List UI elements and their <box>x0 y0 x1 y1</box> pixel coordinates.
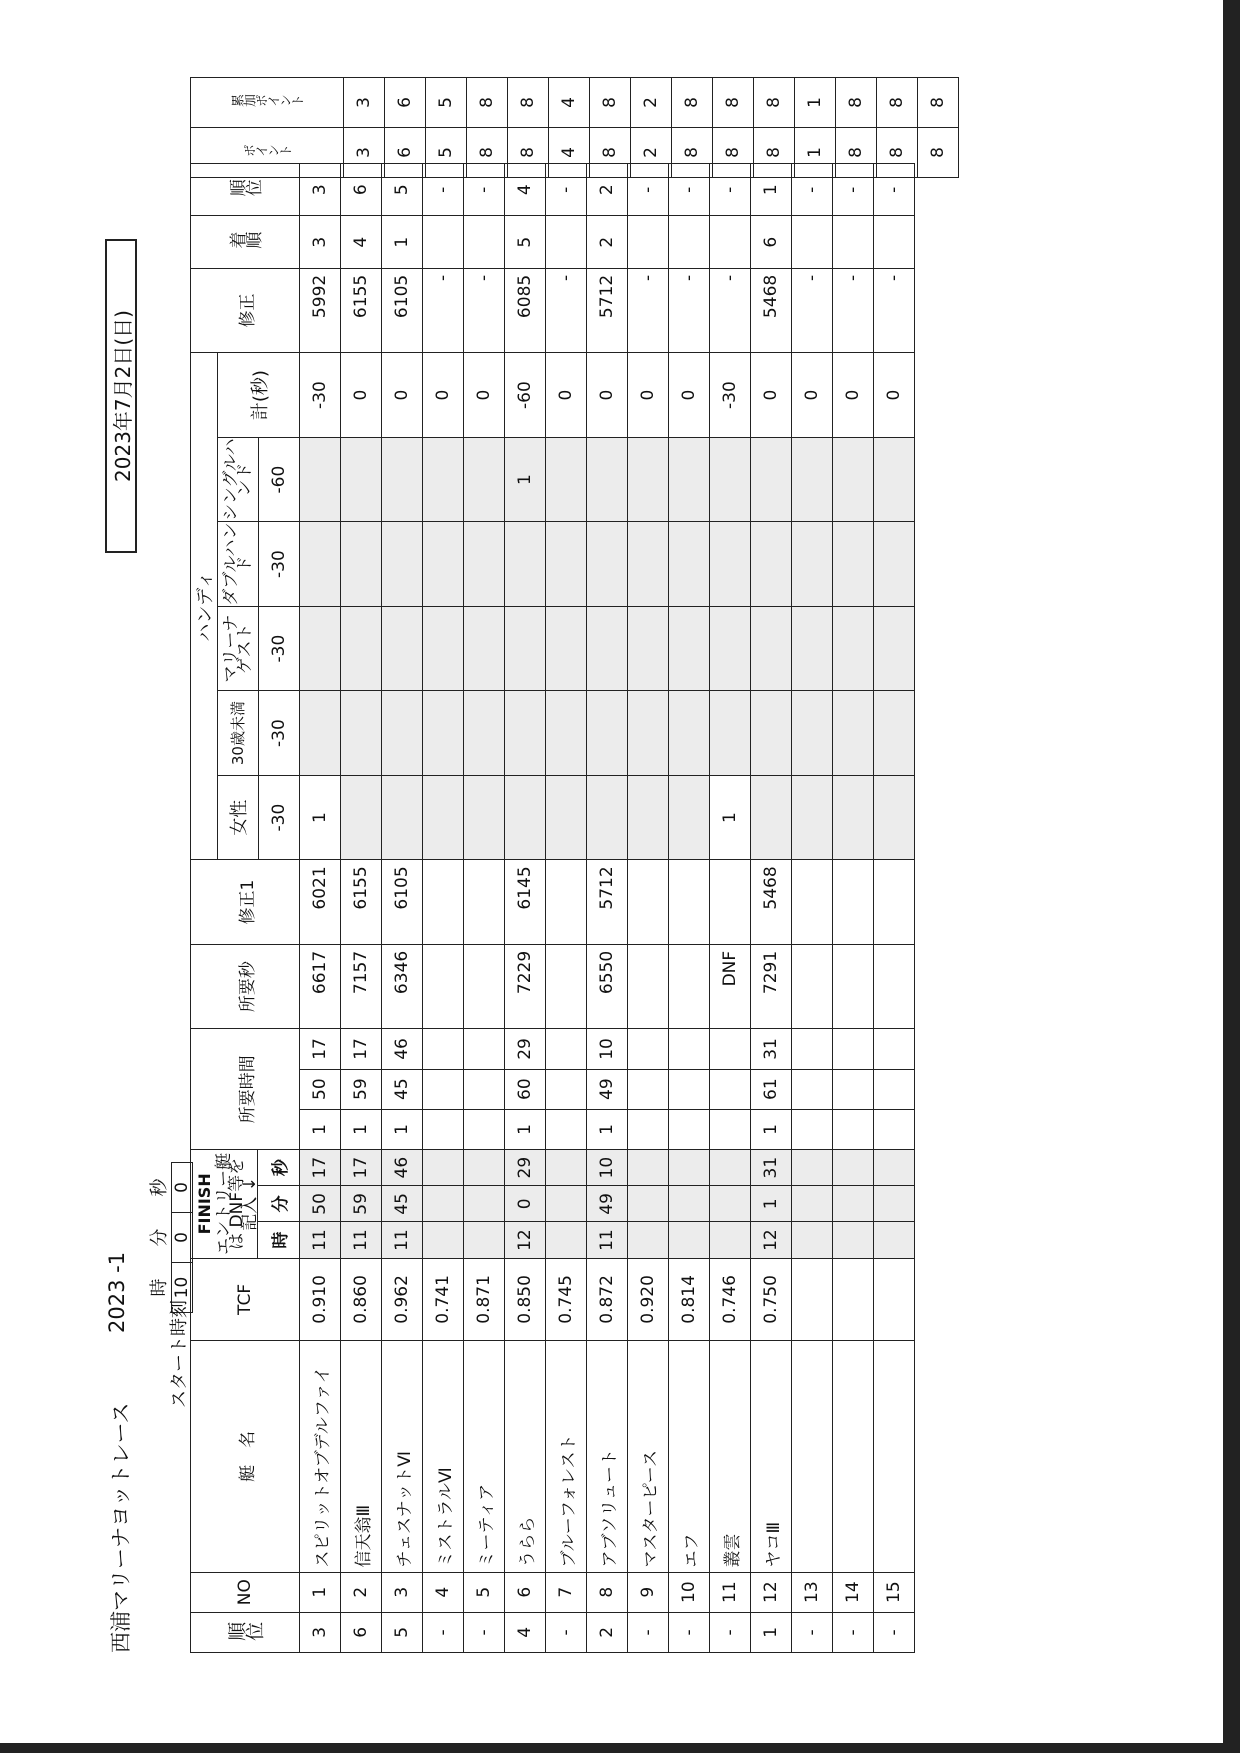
cell-elapsed-hour: 1 <box>341 1109 382 1149</box>
cell-rank: - <box>423 1612 464 1652</box>
cell-no: 5 <box>464 1572 505 1612</box>
header-finish-hour: 時 <box>257 1222 300 1258</box>
cell-corrected: 6105 <box>382 268 423 353</box>
cell-rank: 1 <box>751 1612 792 1652</box>
cell-finish-minute: 0 <box>505 1186 546 1222</box>
cell-elapsed-second: 17 <box>300 1029 341 1069</box>
cell-boat-name: 叢雲 <box>710 1341 751 1572</box>
cell-finish-second: 29 <box>505 1150 546 1186</box>
cell-elapsed-hour: 1 <box>751 1109 792 1149</box>
header-corrected: 修正 <box>191 268 300 353</box>
cell-corrected-1: 5712 <box>587 860 628 945</box>
cell-tcf: 0.871 <box>464 1258 505 1340</box>
cell-elapsed-second: 46 <box>382 1029 423 1069</box>
cell-cumulative-points: 6 <box>385 78 426 128</box>
cell-female-flag: 1 <box>300 775 341 860</box>
cell-rank: 6 <box>341 1612 382 1652</box>
cell-cumulative-points: 8 <box>918 78 959 128</box>
header-handicap: ハンディ <box>191 353 218 860</box>
cell-elapsed-minute: 50 <box>300 1069 341 1109</box>
cell-corrected: - <box>423 268 464 353</box>
cell-arrival: 4 <box>341 216 382 268</box>
cell-tcf: 0.920 <box>628 1258 669 1340</box>
cell-female-flag: 1 <box>710 775 751 860</box>
cell-total-seconds: 0 <box>341 353 382 438</box>
race-title: 西浦マリーナヨットレース <box>109 1402 133 1653</box>
points-row <box>549 78 590 178</box>
cell-elapsed-seconds: 7157 <box>341 944 382 1029</box>
cell-boat-name: ミストラルⅥ <box>423 1341 464 1572</box>
header-points: ポイント <box>191 128 344 178</box>
cell-cumulative-points: 8 <box>836 78 877 128</box>
cell-corrected: - <box>710 268 751 353</box>
cell-total-seconds: 0 <box>751 353 792 438</box>
cell-finish-second: 17 <box>341 1150 382 1186</box>
cell-rank-2: - <box>833 164 874 216</box>
cell-rank: 3 <box>300 1612 341 1652</box>
cell-corrected: - <box>669 268 710 353</box>
cell-boat-name: チェスナットⅥ <box>382 1341 423 1572</box>
cell-no: 6 <box>505 1572 546 1612</box>
cell-rank: - <box>464 1612 505 1652</box>
cell-elapsed-hour: 1 <box>300 1109 341 1149</box>
cell-rank-2: - <box>423 164 464 216</box>
cell-elapsed-minute: 49 <box>587 1069 628 1109</box>
header-single-hand: シングルハンド <box>218 437 259 522</box>
cell-total-seconds: 0 <box>464 353 505 438</box>
cell-cumulative-points: 8 <box>713 78 754 128</box>
start-time-label: スタート時刻 <box>169 1300 190 1408</box>
cell-elapsed-second: 17 <box>341 1029 382 1069</box>
cell-finish-hour: 12 <box>505 1222 546 1258</box>
points-columns <box>190 77 959 178</box>
cell-arrival: 5 <box>505 216 546 268</box>
cell-total-seconds: 0 <box>833 353 874 438</box>
cell-corrected: 6155 <box>341 268 382 353</box>
cell-elapsed-minute: 59 <box>341 1069 382 1109</box>
start-minute-value: 0 <box>172 1213 193 1263</box>
cell-finish-hour: 11 <box>341 1222 382 1258</box>
header-elapsed-seconds: 所要秒 <box>191 944 300 1029</box>
cell-corrected-1: 6021 <box>300 860 341 945</box>
cell-corrected: 5468 <box>751 268 792 353</box>
points-row <box>795 78 836 178</box>
cell-tcf: 0.962 <box>382 1258 423 1340</box>
cell-finish-minute: 59 <box>341 1186 382 1222</box>
handicap-under-30-value: -30 <box>259 691 300 776</box>
points-row <box>631 78 672 178</box>
cell-total-seconds: -30 <box>300 353 341 438</box>
cell-finish-minute: 50 <box>300 1186 341 1222</box>
handicap-double-value: -30 <box>259 522 300 607</box>
header-finish: FINISH <box>191 1150 218 1259</box>
cell-elapsed-seconds: 6346 <box>382 944 423 1029</box>
cell-points: 1 <box>795 128 836 178</box>
cell-tcf: 0.910 <box>300 1258 341 1340</box>
points-row <box>877 78 918 178</box>
start-second-value: 0 <box>172 1163 193 1213</box>
header-corrected-1: 修正1 <box>191 860 300 945</box>
cell-arrival: 2 <box>587 216 628 268</box>
cell-elapsed-seconds: 6550 <box>587 944 628 1029</box>
cell-corrected: - <box>874 268 915 353</box>
handicap-single-value: -60 <box>259 437 300 522</box>
cell-points: 8 <box>713 128 754 178</box>
cell-cumulative-points: 5 <box>426 78 467 128</box>
header-rank-2: 順位 <box>191 164 300 216</box>
cell-rank-2: - <box>546 164 587 216</box>
cell-rank-2: - <box>792 164 833 216</box>
cell-points: 5 <box>426 128 467 178</box>
cell-points: 8 <box>672 128 713 178</box>
header-rank: 順位 <box>191 1612 300 1652</box>
cell-corrected-1: 6145 <box>505 860 546 945</box>
cell-total-seconds: -30 <box>710 353 751 438</box>
cell-corrected: - <box>628 268 669 353</box>
cell-boat-name: アブソリュート <box>587 1341 628 1572</box>
cell-points: 8 <box>467 128 508 178</box>
cell-total-seconds: 0 <box>382 353 423 438</box>
cell-boat-name: エフ <box>669 1341 710 1572</box>
cell-cumulative-points: 8 <box>877 78 918 128</box>
cell-finish-second: 10 <box>587 1150 628 1186</box>
cell-no: 10 <box>669 1572 710 1612</box>
cell-boat-name: ブルーフォレスト <box>546 1341 587 1572</box>
cell-cumulative-points: 8 <box>672 78 713 128</box>
cell-finish-second: 31 <box>751 1150 792 1186</box>
race-number: 2023 -1 <box>105 1251 129 1333</box>
header-double-hand: ダブルハンド <box>218 522 259 607</box>
cell-no: 2 <box>341 1572 382 1612</box>
cell-finish-hour: 12 <box>751 1222 792 1258</box>
points-row <box>385 78 426 178</box>
cell-rank: - <box>669 1612 710 1652</box>
cell-tcf: 0.872 <box>587 1258 628 1340</box>
cell-elapsed-seconds: 7291 <box>751 944 792 1029</box>
cell-elapsed-seconds: DNF <box>710 944 751 1029</box>
start-hour-label: 時 <box>149 1278 170 1297</box>
cell-cumulative-points: 3 <box>344 78 385 128</box>
cell-cumulative-points: 8 <box>754 78 795 128</box>
cell-corrected: 5712 <box>587 268 628 353</box>
cell-elapsed-hour: 1 <box>587 1109 628 1149</box>
cell-total-seconds: 0 <box>792 353 833 438</box>
header-female: 女性 <box>218 775 259 860</box>
header-cumulative-points: 累加ポイント <box>191 78 344 128</box>
cell-rank-2: 3 <box>300 164 341 216</box>
cell-rank: - <box>710 1612 751 1652</box>
cell-points: 3 <box>344 128 385 178</box>
cell-elapsed-minute: 45 <box>382 1069 423 1109</box>
cell-total-seconds: 0 <box>669 353 710 438</box>
cell-finish-hour: 11 <box>382 1222 423 1258</box>
header-finish-note: エントリー艇は DNF等を記入 ↓ <box>218 1150 258 1259</box>
header-arrival: 着順 <box>191 216 300 268</box>
header-under-30: 30歳未満 <box>218 691 259 776</box>
cell-total-seconds: 0 <box>546 353 587 438</box>
points-row <box>344 78 385 178</box>
cell-finish-second: 17 <box>300 1150 341 1186</box>
cell-boat-name: うらら <box>505 1341 546 1572</box>
cell-corrected: - <box>792 268 833 353</box>
header-marina-guest: マリーナゲスト <box>218 606 259 691</box>
cell-tcf: 0.850 <box>505 1258 546 1340</box>
cell-cumulative-points: 4 <box>549 78 590 128</box>
cell-arrival: 1 <box>382 216 423 268</box>
points-row <box>426 78 467 178</box>
cell-points: 8 <box>754 128 795 178</box>
cell-finish-minute: 49 <box>587 1186 628 1222</box>
cell-rank-2: 6 <box>341 164 382 216</box>
points-row <box>590 78 631 178</box>
cell-corrected: - <box>464 268 505 353</box>
race-date: 2023年7月2日(日) <box>111 310 135 482</box>
cell-rank-2: 2 <box>587 164 628 216</box>
points-row <box>713 78 754 178</box>
cell-rank-2: 1 <box>751 164 792 216</box>
cell-rank-2: - <box>464 164 505 216</box>
cell-no: 14 <box>833 1572 874 1612</box>
cell-rank-2: - <box>669 164 710 216</box>
cell-no: 7 <box>546 1572 587 1612</box>
cell-elapsed-hour: 1 <box>382 1109 423 1149</box>
cell-corrected-1: 6105 <box>382 860 423 945</box>
cell-arrival: 3 <box>300 216 341 268</box>
cell-arrival: 6 <box>751 216 792 268</box>
cell-rank: - <box>833 1612 874 1652</box>
cell-cumulative-points: 2 <box>631 78 672 128</box>
points-row <box>508 78 549 178</box>
cell-rank: 2 <box>587 1612 628 1652</box>
cell-total-seconds: 0 <box>874 353 915 438</box>
cell-finish-minute: 1 <box>751 1186 792 1222</box>
cell-corrected-1: 6155 <box>341 860 382 945</box>
cell-tcf: 0.746 <box>710 1258 751 1340</box>
cell-boat-name: 信天翁Ⅲ <box>341 1341 382 1572</box>
cell-elapsed-second: 29 <box>505 1029 546 1069</box>
start-hour-value: 10 <box>172 1263 193 1313</box>
cell-points: 8 <box>508 128 549 178</box>
cell-no: 3 <box>382 1572 423 1612</box>
cell-boat-name: ヤコⅢ <box>751 1341 792 1572</box>
cell-total-seconds: 0 <box>587 353 628 438</box>
cell-rank: - <box>546 1612 587 1652</box>
header-tcf: TCF <box>191 1258 300 1340</box>
handicap-female-value: -30 <box>259 775 300 860</box>
cell-rank-2: 4 <box>505 164 546 216</box>
cell-points: 6 <box>385 128 426 178</box>
header-elapsed-time: 所要時間 <box>191 1029 300 1150</box>
cell-total-seconds: -60 <box>505 353 546 438</box>
cell-boat-name: スピリットオブデルファイ <box>300 1341 341 1572</box>
cell-no: 11 <box>710 1572 751 1612</box>
cell-rank-2: - <box>628 164 669 216</box>
cell-rank: - <box>874 1612 915 1652</box>
cell-points: 8 <box>918 128 959 178</box>
points-row <box>918 78 959 178</box>
cell-elapsed-minute: 61 <box>751 1069 792 1109</box>
cell-no: 8 <box>587 1572 628 1612</box>
cell-cumulative-points: 8 <box>508 78 549 128</box>
points-row <box>836 78 877 178</box>
header-boat-name: 艇 名 <box>191 1341 300 1572</box>
cell-total-seconds: 0 <box>628 353 669 438</box>
cell-total-seconds: 0 <box>423 353 464 438</box>
cell-tcf: 0.814 <box>669 1258 710 1340</box>
cell-points: 8 <box>836 128 877 178</box>
cell-tcf: 0.745 <box>546 1258 587 1340</box>
points-row <box>754 78 795 178</box>
cell-tcf: 0.741 <box>423 1258 464 1340</box>
cell-corrected: 5992 <box>300 268 341 353</box>
cell-corrected: - <box>833 268 874 353</box>
cell-elapsed-seconds: 7229 <box>505 944 546 1029</box>
cell-no: 12 <box>751 1572 792 1612</box>
cell-elapsed-seconds: 6617 <box>300 944 341 1029</box>
cell-points: 4 <box>549 128 590 178</box>
cell-no: 1 <box>300 1572 341 1612</box>
cell-cumulative-points: 1 <box>795 78 836 128</box>
cell-rank: - <box>628 1612 669 1652</box>
cell-elapsed-minute: 60 <box>505 1069 546 1109</box>
cell-no: 4 <box>423 1572 464 1612</box>
points-row <box>672 78 713 178</box>
header-finish-minute: 分 <box>257 1186 300 1222</box>
cell-corrected: 6085 <box>505 268 546 353</box>
cell-boat-name: ミーティア <box>464 1341 505 1572</box>
cell-finish-hour: 11 <box>300 1222 341 1258</box>
start-second-label: 秒 <box>149 1178 170 1197</box>
cell-rank: 4 <box>505 1612 546 1652</box>
cell-finish-second: 46 <box>382 1150 423 1186</box>
header-finish-second: 秒 <box>257 1150 300 1186</box>
cell-points: 2 <box>631 128 672 178</box>
cell-corrected: - <box>546 268 587 353</box>
cell-rank-2: - <box>874 164 915 216</box>
cell-boat-name: マスターピース <box>628 1341 669 1572</box>
header-total-seconds: 計(秒) <box>218 353 300 438</box>
cell-no: 9 <box>628 1572 669 1612</box>
cell-rank-2: - <box>710 164 751 216</box>
start-minute-label: 分 <box>149 1228 170 1247</box>
cell-points: 8 <box>877 128 918 178</box>
cell-rank: 5 <box>382 1612 423 1652</box>
cell-rank-2: 5 <box>382 164 423 216</box>
points-row <box>467 78 508 178</box>
cell-single-hand-flag: 1 <box>505 437 546 522</box>
cell-elapsed-second: 31 <box>751 1029 792 1069</box>
cell-rank: - <box>792 1612 833 1652</box>
cell-no: 15 <box>874 1572 915 1612</box>
cell-finish-hour: 11 <box>587 1222 628 1258</box>
header-no: NO <box>191 1572 300 1612</box>
cell-corrected-1: 5468 <box>751 860 792 945</box>
cell-elapsed-hour: 1 <box>505 1109 546 1149</box>
cell-tcf: 0.860 <box>341 1258 382 1340</box>
cell-finish-minute: 45 <box>382 1186 423 1222</box>
handicap-marina-guest-value: -30 <box>259 606 300 691</box>
cell-elapsed-second: 10 <box>587 1029 628 1069</box>
cell-tcf: 0.750 <box>751 1258 792 1340</box>
cell-no: 13 <box>792 1572 833 1612</box>
cell-points: 8 <box>590 128 631 178</box>
cell-cumulative-points: 8 <box>590 78 631 128</box>
cell-cumulative-points: 8 <box>467 78 508 128</box>
